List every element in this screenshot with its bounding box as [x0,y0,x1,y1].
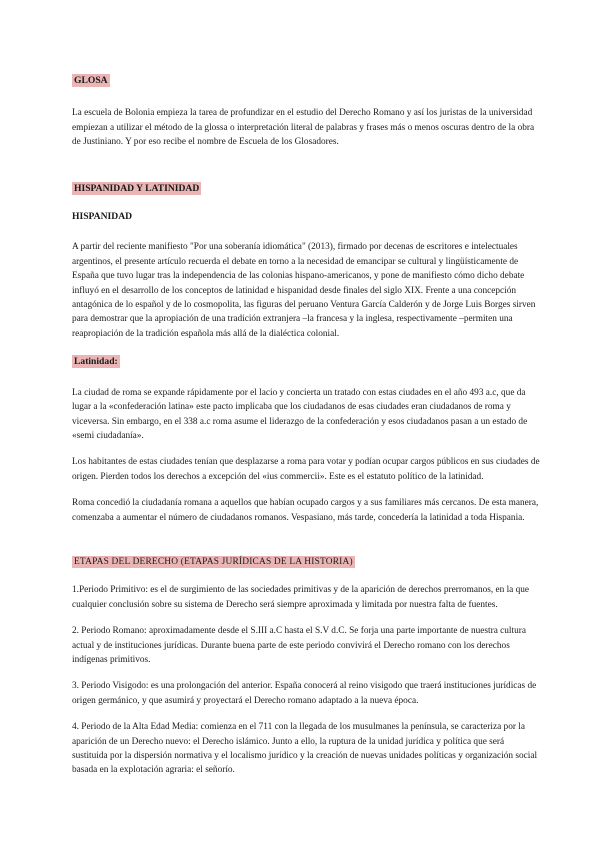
heading-highlight: HISPANIDAD Y LATINIDAD [74,182,200,194]
paragraph-latinidad-2: Los habitantes de estas ciudades tenían que desplazarse a roma para votar y podían ocupar cargos públicos en sus ciudades de origen. Pierden todos los derechos a excepción del «ius commercii». Este es el estatuto político de la latinidad. [72,457,540,482]
list-item-etapa-2: 2. Periodo Romano: aproximadamente desde el S.III a.C hasta el S.V d.C. Se forja una parte importante de nuestra cultura actual y de instituciones jurídicas. Durante buena parte de este periodo convivirá el Derecho romano con los derechos indígenas primitivos. [72,626,526,665]
list-item-etapa-4: 4. Periodo de la Alta Edad Media: comienza en el 711 con la llegada de los musulmanes la península, se caracteriza por la aparición de un Derecho nuevo: el Derecho islámico. Junto a ello, la ruptura de la unidad jurídica y política que será sustituida por la dispersión normativa y el localismo jurídico y la creación de nuevas unidades políticas y organización social basada en la explotación agraria: el señorío. [72,722,538,776]
section-heading-glosa [72,74,540,88]
list-item-etapa-1: 1.Periodo Primitivo: es el de surgimiento de las sociedades primitivas y de la aparición de derechos prerromanos, en la que cualquier conclusión sobre su sistema de Derecho será siempre aproximada y limitada por nuestra falta de fuentes. [72,585,530,610]
heading-highlight: Latinidad: [74,356,118,368]
section-heading-etapas [72,555,540,569]
paragraph-latinidad-1: La ciudad de roma se expande rápidamente por el lacio y concierta un tratado con estas ciudades en el año 493 a.c, que da lugar a la «confederación latina» este pacto implicaba que los ciudadanos de esas ciudades eran ciudadanos de roma y viceversa. Sin embargo, en el 338 a.c roma asume el liderazgo de la confederación y esos ciudadanos pasan a un estado de «semi ciudadanía». [72,387,528,441]
heading-highlight: ETAPAS DEL DERECHO (ETAPAS JURÍDICAS DE LA HISTORIA) [74,556,353,567]
paragraph-hispanidad: A partir del reciente manifiesto "Por una soberanía idiomática" (2013), firmado por decenas de escritores e intelectuales argentinos, el presente artículo recuerda el debate en torno a la necesidad de emancipar se cultural y lingüísticamente de España que tuvo lugar tras la independencia de las colonias hispano-americanos, y pone de manifiesto cómo dicho debate influyó en el desarrollo de los conceptos de latinidad e hispanidad desde finales del siglo XIX. Frente a una concepción antagónica de lo español y de lo cosmopolita, las figuras del peruano Ventura García Calderón y de Jorge Luis Borges sirven para demostrar que la apropiación de una tradición extranjera –la francesa y la inglesa, respectivamente –permiten una reapropiación de la tradición española más allá de la dialéctica colonial. [72,242,536,339]
paragraph-latinidad-3: Roma concedió la ciudadanía romana a aquellos que habían ocupado cargos y a sus familiares más cercanos. De esta manera, comenzaba a aumentar el número de ciudadanos romanos. Vespasiano, más tarde, concedería la latinidad a toda Hispania. [72,498,539,523]
heading-highlight: GLOSA [74,75,108,86]
section-heading-hispanidad-latinidad [72,182,540,196]
subheading-hispanidad: HISPANIDAD [72,211,133,223]
paragraph-glosa: La escuela de Bolonia empieza la tarea de profundizar en el estudio del Derecho Romano y así los juristas de la universidad empiezan a utilizar el método de la glossa o interpretación literal de palabras y frases más o menos oscuras dentro de la obra de Justiniano. Y por eso recibe el nombre de Escuela de los Glosadores. [72,108,535,148]
subheading-latinidad [72,355,540,369]
list-item-etapa-3: 3. Periodo Visigodo: es una prolongación del anterior. España conocerá al reino visigodo que traerá instituciones jurídicas de origen germánico, y que asumirá y proyectará el Derecho romano adaptado a la nueva época. [72,681,537,706]
